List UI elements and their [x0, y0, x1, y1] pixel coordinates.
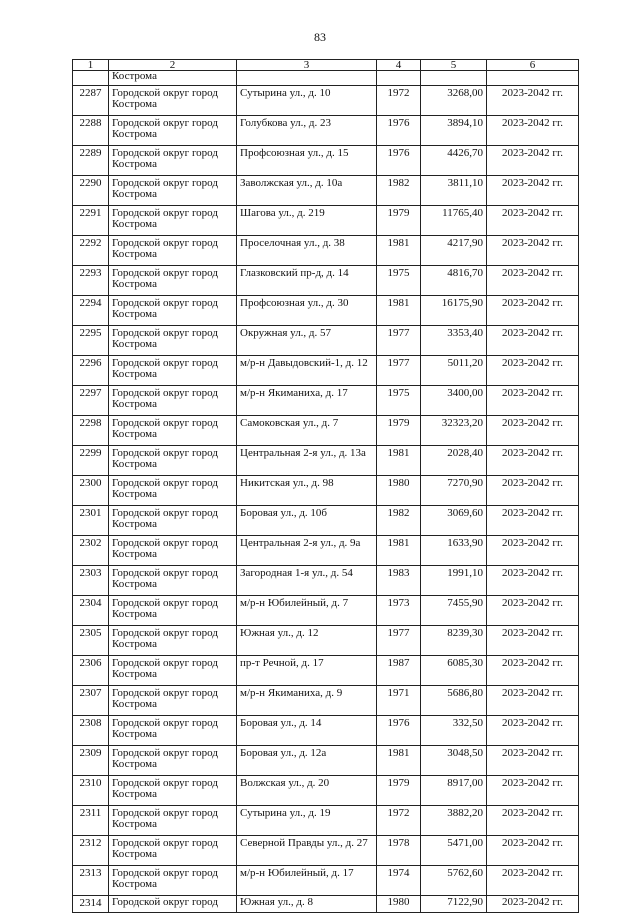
table-row — [73, 356, 579, 386]
table-row — [73, 386, 579, 416]
year-cell: 1976 — [377, 146, 421, 176]
address-cell: Южная ул., д. 12 — [237, 626, 377, 656]
district-cell: Городской округ город Кострома — [109, 356, 237, 386]
table-cell — [421, 71, 487, 86]
header-cell: 6 — [487, 60, 579, 71]
year-cell: 1972 — [377, 806, 421, 836]
row-number: 2296 — [73, 356, 109, 386]
area-cell: 4217,90 — [421, 236, 487, 266]
table-row — [73, 116, 579, 146]
row-number: 2310 — [73, 776, 109, 806]
table-row — [73, 416, 579, 446]
row-number: 2313 — [73, 866, 109, 896]
area-cell: 3048,50 — [421, 746, 487, 776]
table-row — [73, 776, 579, 806]
table-row — [73, 236, 579, 266]
area-cell: 4426,70 — [421, 146, 487, 176]
district-cell: Городской округ город Кострома — [109, 386, 237, 416]
district-cell: Городской округ город Кострома — [109, 146, 237, 176]
year-cell: 1975 — [377, 266, 421, 296]
period-cell: 2023-2042 гг. — [487, 176, 579, 206]
period-cell: 2023-2042 гг. — [487, 866, 579, 896]
district-cell: Городской округ город Кострома — [109, 596, 237, 626]
period-cell: 2023-2042 гг. — [487, 626, 579, 656]
district-cell: Городской округ город Кострома — [109, 836, 237, 866]
area-cell: 4816,70 — [421, 266, 487, 296]
area-cell: 3353,40 — [421, 326, 487, 356]
period-cell: 2023-2042 гг. — [487, 536, 579, 566]
address-cell: Центральная 2-я ул., д. 9а — [237, 536, 377, 566]
row-number: 2307 — [73, 686, 109, 716]
district-cell: Городской округ город Кострома — [109, 326, 237, 356]
period-cell: 2023-2042 гг. — [487, 476, 579, 506]
table-row — [73, 506, 579, 536]
table-row — [73, 476, 579, 506]
address-cell: м/р-н Якиманиха, д. 17 — [237, 386, 377, 416]
year-cell: 1975 — [377, 386, 421, 416]
district-cell: Городской округ город Кострома — [109, 446, 237, 476]
row-number: 2298 — [73, 416, 109, 446]
area-cell: 8239,30 — [421, 626, 487, 656]
address-cell: Заволжская ул., д. 10а — [237, 176, 377, 206]
year-cell: 1976 — [377, 116, 421, 146]
year-cell: 1982 — [377, 506, 421, 536]
row-number: 2301 — [73, 506, 109, 536]
area-cell: 5011,20 — [421, 356, 487, 386]
table-cell — [73, 71, 109, 86]
period-cell: 2023-2042 гг. — [487, 896, 579, 913]
header-row — [73, 60, 579, 71]
address-cell: м/р-н Юбилейный, д. 7 — [237, 596, 377, 626]
year-cell: 1981 — [377, 536, 421, 566]
table-row — [73, 896, 579, 913]
table-row — [73, 176, 579, 206]
year-cell: 1981 — [377, 746, 421, 776]
header-cell: 5 — [421, 60, 487, 71]
address-cell: м/р-н Давыдовский-1, д. 12 — [237, 356, 377, 386]
row-number: 2299 — [73, 446, 109, 476]
row-number: 2304 — [73, 596, 109, 626]
period-cell: 2023-2042 гг. — [487, 446, 579, 476]
year-cell: 1978 — [377, 836, 421, 866]
table-row — [73, 626, 579, 656]
address-cell: м/р-н Юбилейный, д. 17 — [237, 866, 377, 896]
address-cell: Северной Правды ул., д. 27 — [237, 836, 377, 866]
period-cell: 2023-2042 гг. — [487, 116, 579, 146]
address-cell: Боровая ул., д. 12а — [237, 746, 377, 776]
address-cell: Волжская ул., д. 20 — [237, 776, 377, 806]
period-cell: 2023-2042 гг. — [487, 416, 579, 446]
period-cell: 2023-2042 гг. — [487, 806, 579, 836]
table-row — [73, 656, 579, 686]
address-cell: пр-т Речной, д. 17 — [237, 656, 377, 686]
row-number: 2309 — [73, 746, 109, 776]
area-cell: 1633,90 — [421, 536, 487, 566]
address-cell: Профсоюзная ул., д. 30 — [237, 296, 377, 326]
row-number: 2291 — [73, 206, 109, 236]
row-number: 2305 — [73, 626, 109, 656]
area-cell: 5471,00 — [421, 836, 487, 866]
area-cell: 8917,00 — [421, 776, 487, 806]
district-cell: Городской округ город Кострома — [109, 626, 237, 656]
period-cell: 2023-2042 гг. — [487, 686, 579, 716]
row-number: 2302 — [73, 536, 109, 566]
table-row — [73, 596, 579, 626]
period-cell: 2023-2042 гг. — [487, 746, 579, 776]
district-cell: Городской округ город Кострома — [109, 716, 237, 746]
table-row — [73, 266, 579, 296]
period-cell: 2023-2042 гг. — [487, 266, 579, 296]
period-cell: 2023-2042 гг. — [487, 236, 579, 266]
area-cell: 7270,90 — [421, 476, 487, 506]
district-cell: Городской округ город Кострома — [109, 776, 237, 806]
area-cell: 1991,10 — [421, 566, 487, 596]
row-number: 2287 — [73, 86, 109, 116]
address-cell: Профсоюзная ул., д. 15 — [237, 146, 377, 176]
header-cell: 3 — [237, 60, 377, 71]
page-number: 83 — [314, 30, 326, 44]
year-cell: 1977 — [377, 356, 421, 386]
district-cell: Городской округ город Кострома — [109, 236, 237, 266]
period-cell: 2023-2042 гг. — [487, 326, 579, 356]
year-cell: 1972 — [377, 86, 421, 116]
district-cell: Городской округ город Кострома — [109, 686, 237, 716]
address-cell: Окружная ул., д. 57 — [237, 326, 377, 356]
row-number: 2292 — [73, 236, 109, 266]
year-cell: 1979 — [377, 416, 421, 446]
year-cell: 1983 — [377, 566, 421, 596]
address-cell: Никитская ул., д. 98 — [237, 476, 377, 506]
table-row — [73, 326, 579, 356]
period-cell: 2023-2042 гг. — [487, 86, 579, 116]
district-cell: Городской округ город Кострома — [109, 176, 237, 206]
district-cell: Городской округ город — [109, 896, 237, 913]
area-cell: 11765,40 — [421, 206, 487, 236]
period-cell: 2023-2042 гг. — [487, 206, 579, 236]
address-cell: Боровая ул., д. 14 — [237, 716, 377, 746]
area-cell: 3400,00 — [421, 386, 487, 416]
year-cell: 1974 — [377, 866, 421, 896]
row-number: 2294 — [73, 296, 109, 326]
period-cell: 2023-2042 гг. — [487, 296, 579, 326]
address-cell: Шагова ул., д. 219 — [237, 206, 377, 236]
district-cell: Городской округ город Кострома — [109, 476, 237, 506]
row-number: 2308 — [73, 716, 109, 746]
address-cell: Боровая ул., д. 10б — [237, 506, 377, 536]
address-cell: Самоковская ул., д. 7 — [237, 416, 377, 446]
address-cell: Сутырина ул., д. 19 — [237, 806, 377, 836]
table-row — [73, 86, 579, 116]
area-cell: 7455,90 — [421, 596, 487, 626]
district-cell: Городской округ город Кострома — [109, 566, 237, 596]
table-cell — [487, 71, 579, 86]
row-number: 2290 — [73, 176, 109, 206]
area-cell: 3882,20 — [421, 806, 487, 836]
year-cell: 1981 — [377, 446, 421, 476]
address-cell: Южная ул., д. 8 — [237, 896, 377, 913]
district-cell: Городской округ город Кострома — [109, 296, 237, 326]
address-cell: Проселочная ул., д. 38 — [237, 236, 377, 266]
table-cell — [237, 71, 377, 86]
year-cell: 1971 — [377, 686, 421, 716]
row-number: 2288 — [73, 116, 109, 146]
row-number: 2295 — [73, 326, 109, 356]
period-cell: 2023-2042 гг. — [487, 146, 579, 176]
area-cell: 332,50 — [421, 716, 487, 746]
area-cell: 32323,20 — [421, 416, 487, 446]
period-cell: 2023-2042 гг. — [487, 776, 579, 806]
district-cell: Городской округ город Кострома — [109, 866, 237, 896]
row-number: 2311 — [73, 806, 109, 836]
address-cell: Глазковский пр-д, д. 14 — [237, 266, 377, 296]
table-row — [73, 566, 579, 596]
table-row — [73, 746, 579, 776]
continuation-text: Кострома — [109, 71, 237, 86]
period-cell: 2023-2042 гг. — [487, 506, 579, 536]
housing-table — [72, 59, 579, 913]
period-cell: 2023-2042 гг. — [487, 566, 579, 596]
district-cell: Городской округ город Кострома — [109, 266, 237, 296]
district-cell: Городской округ город Кострома — [109, 416, 237, 446]
table-row — [73, 836, 579, 866]
year-cell: 1976 — [377, 716, 421, 746]
header-cell: 4 — [377, 60, 421, 71]
area-cell: 3894,10 — [421, 116, 487, 146]
table-row — [73, 866, 579, 896]
area-cell: 5762,60 — [421, 866, 487, 896]
year-cell: 1987 — [377, 656, 421, 686]
area-cell: 7122,90 — [421, 896, 487, 913]
district-cell: Городской округ город Кострома — [109, 506, 237, 536]
year-cell: 1979 — [377, 206, 421, 236]
table-row — [73, 536, 579, 566]
area-cell: 2028,40 — [421, 446, 487, 476]
address-cell: м/р-н Якиманиха, д. 9 — [237, 686, 377, 716]
table-row — [73, 206, 579, 236]
area-cell: 16175,90 — [421, 296, 487, 326]
table-cell — [377, 71, 421, 86]
row-number: 2312 — [73, 836, 109, 866]
district-cell: Городской округ город Кострома — [109, 656, 237, 686]
district-cell: Городской округ город Кострома — [109, 746, 237, 776]
year-cell: 1981 — [377, 236, 421, 266]
address-cell: Сутырина ул., д. 10 — [237, 86, 377, 116]
row-number: 2289 — [73, 146, 109, 176]
row-number: 2303 — [73, 566, 109, 596]
header-cell: 2 — [109, 60, 237, 71]
table-row — [73, 146, 579, 176]
period-cell: 2023-2042 гг. — [487, 836, 579, 866]
area-cell: 5686,80 — [421, 686, 487, 716]
year-cell: 1981 — [377, 296, 421, 326]
year-cell: 1980 — [377, 476, 421, 506]
table-row — [73, 296, 579, 326]
address-cell: Загородная 1-я ул., д. 54 — [237, 566, 377, 596]
year-cell: 1977 — [377, 326, 421, 356]
row-number: 2293 — [73, 266, 109, 296]
row-number: 2306 — [73, 656, 109, 686]
year-cell: 1973 — [377, 596, 421, 626]
year-cell: 1979 — [377, 776, 421, 806]
period-cell: 2023-2042 гг. — [487, 356, 579, 386]
year-cell: 1982 — [377, 176, 421, 206]
period-cell: 2023-2042 гг. — [487, 656, 579, 686]
area-cell: 3811,10 — [421, 176, 487, 206]
district-cell: Городской округ город Кострома — [109, 206, 237, 236]
district-cell: Городской округ город Кострома — [109, 86, 237, 116]
district-cell: Городской округ город Кострома — [109, 116, 237, 146]
table-row — [73, 686, 579, 716]
area-cell: 3069,60 — [421, 506, 487, 536]
district-cell: Городской округ город Кострома — [109, 536, 237, 566]
period-cell: 2023-2042 гг. — [487, 596, 579, 626]
table-row — [73, 446, 579, 476]
period-cell: 2023-2042 гг. — [487, 386, 579, 416]
period-cell: 2023-2042 гг. — [487, 716, 579, 746]
row-number: 2314 — [73, 896, 109, 913]
table-row — [73, 806, 579, 836]
table-row — [73, 716, 579, 746]
row-number: 2297 — [73, 386, 109, 416]
year-cell: 1980 — [377, 896, 421, 913]
header-cell: 1 — [73, 60, 109, 71]
address-cell: Голубкова ул., д. 23 — [237, 116, 377, 146]
row-number: 2300 — [73, 476, 109, 506]
continuation-row — [73, 71, 579, 86]
area-cell: 6085,30 — [421, 656, 487, 686]
address-cell: Центральная 2-я ул., д. 13а — [237, 446, 377, 476]
area-cell: 3268,00 — [421, 86, 487, 116]
district-cell: Городской округ город Кострома — [109, 806, 237, 836]
year-cell: 1977 — [377, 626, 421, 656]
